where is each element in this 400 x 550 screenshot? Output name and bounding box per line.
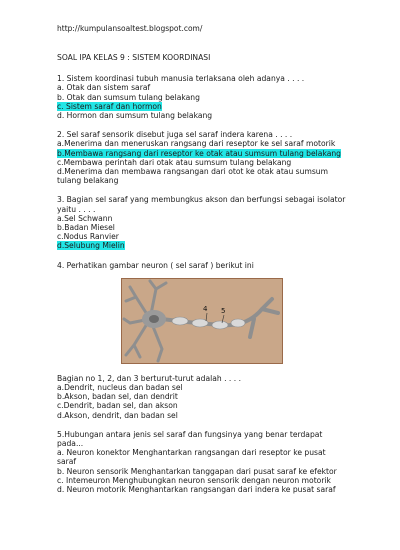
figure-label-4: 4: [203, 304, 208, 313]
answer-option-text: a.Sel Schwann: [57, 213, 113, 223]
neuron-diagram: [122, 279, 282, 363]
question-block: [57, 195, 347, 250]
answer-option-text: a.Menerima dan meneruskan rangsang dari reseptor ke sel saraf motorik: [57, 139, 336, 149]
answer-option-text: d.Menerima dan membawa rangsangan dari otot ke otak atau sumsum tulang belakang: [57, 167, 329, 186]
question-stem: 4. Perhatikan gambar neuron ( sel saraf ) berikut ini: [57, 260, 254, 270]
question-stem: 5.Hubungan antara jenis sel saraf dan fungsinya yang benar terdapat pada...: [57, 429, 323, 449]
answer-option-text: b.Membawa rangsang dari reseptor ke otak atau sumsum tulang belakang: [57, 148, 341, 158]
answer-option: [57, 93, 347, 102]
answer-option: [57, 158, 347, 167]
question-block: [57, 430, 347, 494]
question-block: [57, 374, 347, 420]
answer-option: [57, 111, 347, 120]
answer-option: [57, 411, 347, 420]
answer-option: [57, 383, 347, 392]
answer-option: [57, 392, 347, 401]
answer-option-text: c. Intemeuron Menghubungkan neuron sensorik dengan neuron motorik: [57, 475, 331, 485]
answer-option: [57, 214, 347, 223]
answer-option-text: c. Sistem saraf dan hormon: [57, 101, 162, 111]
answer-option-text: c.Membawa perintah dari otak atau sumsum tulang belakang: [57, 157, 292, 167]
question-block: [57, 261, 347, 364]
figure-label-5: 5: [221, 306, 226, 315]
answer-option-text: b.Badan Miesel: [57, 223, 115, 233]
neuron-figure: [121, 278, 283, 364]
answer-option: [57, 232, 347, 241]
question-stem: 1. Sistem koordinasi tubuh manusia terlaksana oleh adanya . . . .: [57, 74, 305, 84]
answer-option-text: a. Otak dan sistem saraf: [57, 83, 151, 93]
answer-option-text: d. Hormon dan sumsum tulang belakang: [57, 111, 213, 121]
question-list: [57, 74, 347, 494]
answer-option-text: b. Neuron sensorik Menghantarkan tanggapan dari pusat saraf ke efektor: [57, 466, 337, 476]
answer-option-text: d.Selubung Mielin: [57, 241, 125, 251]
answer-option: [57, 167, 347, 185]
answer-option: [57, 476, 347, 485]
answer-option-text: a.Dendrit, nucleus dan badan sel: [57, 383, 183, 393]
question-block: [57, 74, 347, 120]
answer-option-text: d. Neuron motorik Menghantarkan rangsangan dari indera ke pusat saraf: [57, 485, 336, 495]
answer-option: [57, 149, 347, 158]
answer-option-text: c.Dendrit, badan sel, dan akson: [57, 401, 178, 411]
answer-option: [57, 139, 347, 148]
answer-option-text: b.Akson, badan sel, dan dendrit: [57, 392, 178, 402]
answer-option: [57, 448, 347, 466]
answer-option: [57, 401, 347, 410]
answer-option-text: d.Akson, dendrit, dan badan sel: [57, 410, 178, 420]
answer-option: [57, 223, 347, 232]
answer-option: [57, 241, 347, 250]
document-body: [57, 53, 347, 504]
answer-option: [57, 467, 347, 476]
answer-option-text: c.Nodus Ranvier: [57, 232, 119, 242]
document-title: SOAL IPA KELAS 9 : SISTEM KOORDINASI: [57, 53, 211, 62]
answer-option: [57, 485, 347, 494]
answer-option-text: b. Otak dan sumsum tulang belakang: [57, 92, 200, 102]
answer-option: [57, 102, 347, 111]
question-stem: 2. Sel saraf sensorik disebut juga sel saraf indera karena . . . .: [57, 130, 293, 140]
source-url: http://kumpulansoaltest.blogspot.com/: [57, 24, 203, 33]
answer-option: [57, 83, 347, 92]
question-stem: Bagian no 1, 2, dan 3 berturut-turut adalah . . . .: [57, 373, 241, 383]
question-block: [57, 130, 347, 185]
question-stem: 3. Bagian sel saraf yang membungkus akson dan berfungsi sebagai isolator yaitu . . . .: [57, 195, 346, 214]
answer-option-text: a. Neuron konektor Menghantarkan rangsangan dari reseptor ke pusat saraf: [57, 448, 326, 467]
